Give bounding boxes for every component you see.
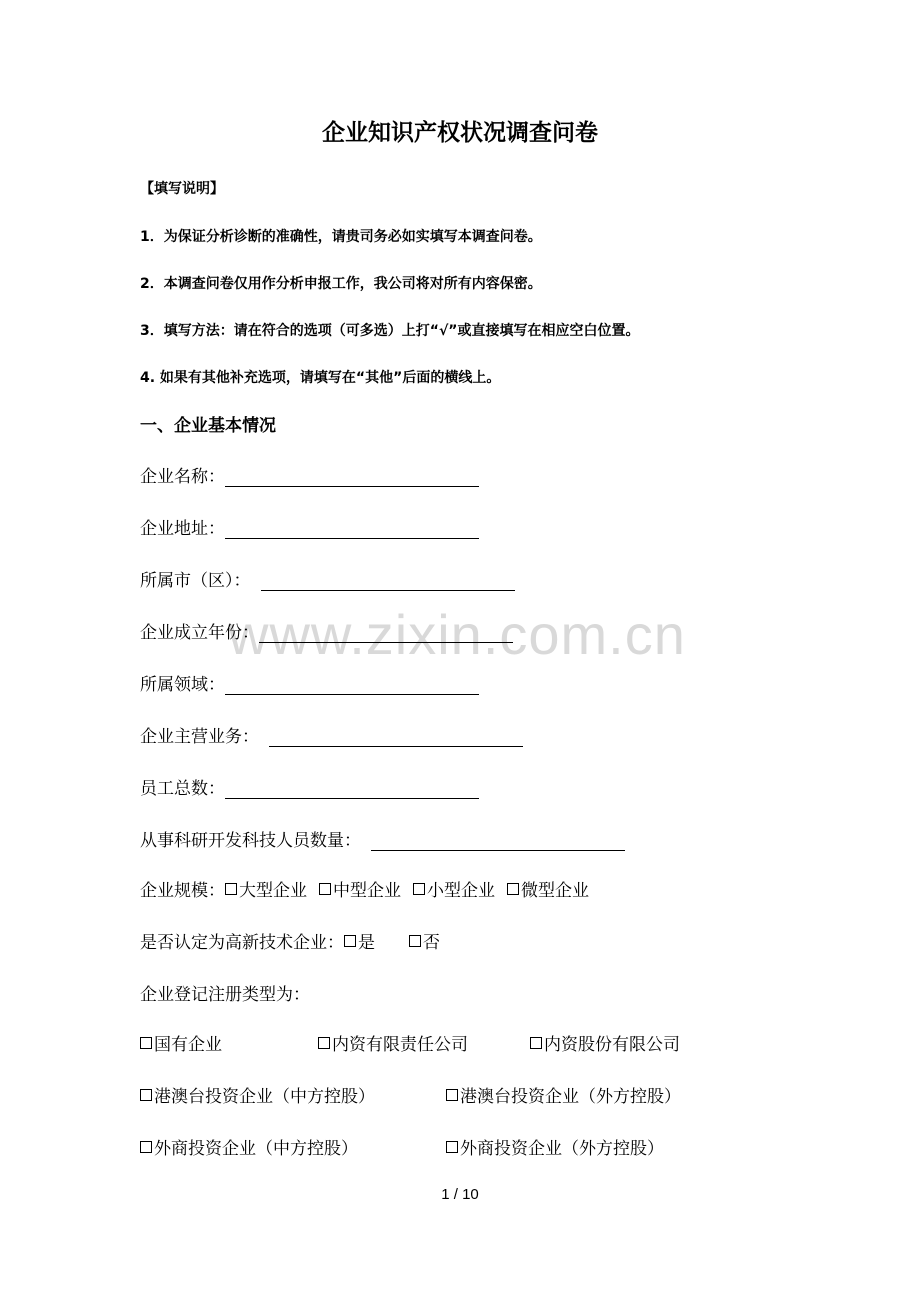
company-address-input[interactable]	[225, 518, 479, 539]
scale-option-small[interactable]: 小型企业	[413, 876, 495, 901]
instructions-header: 【填写说明】	[140, 181, 224, 197]
founded-year-input[interactable]	[259, 622, 513, 643]
instruction-item: 3．填写方法：请在符合的选项（可多选）上打“√”或直接填写在相应空白位置。	[140, 323, 640, 339]
hightech-label: 是否认定为高新技术企业：	[140, 933, 344, 953]
field-label: 员工总数：	[140, 779, 225, 799]
field-row	[140, 721, 523, 747]
field-label: 所属领域：	[140, 675, 225, 695]
checkbox-icon	[319, 883, 331, 895]
scale-row	[140, 875, 589, 901]
scale-option-micro[interactable]: 微型企业	[507, 876, 589, 901]
reg-type-label-row	[140, 979, 310, 1005]
instruction-item: 2．本调查问卷仅用作分析申报工作，我公司将对所有内容保密。	[140, 276, 542, 292]
checkbox-icon	[318, 1037, 330, 1049]
reg-type-option[interactable]: 外商投资企业（外方控股）	[446, 1134, 664, 1159]
scale-label: 企业规模：	[140, 881, 225, 901]
checkbox-icon	[140, 1089, 152, 1101]
document-title: 企业知识产权状况调查问卷	[322, 120, 598, 146]
checkbox-icon	[507, 883, 519, 895]
main-business-input[interactable]	[269, 726, 523, 747]
reg-type-row	[140, 1134, 760, 1160]
city-district-input[interactable]	[261, 570, 515, 591]
hightech-option-no[interactable]: 否	[409, 928, 440, 953]
field-label: 企业地址：	[140, 519, 225, 539]
checkbox-icon	[530, 1037, 542, 1049]
checkbox-icon	[344, 935, 356, 947]
reg-type-row	[140, 1030, 760, 1056]
industry-field-input[interactable]	[225, 674, 479, 695]
company-name-input[interactable]	[225, 466, 479, 487]
checkbox-icon	[409, 935, 421, 947]
reg-type-option[interactable]: 港澳台投资企业（外方控股）	[446, 1082, 681, 1107]
instruction-item: 1．为保证分析诊断的准确性，请贵司务必如实填写本调查问卷。	[140, 229, 542, 245]
checkbox-icon	[446, 1089, 458, 1101]
checkbox-icon	[140, 1037, 152, 1049]
field-label: 企业主营业务：	[140, 727, 259, 747]
checkbox-icon	[140, 1141, 152, 1153]
instruction-item: 4. 如果有其他补充选项，请填写在“其他”后面的横线上。	[140, 370, 501, 386]
employee-count-input[interactable]	[225, 778, 479, 799]
field-row	[140, 565, 515, 591]
reg-type-option[interactable]: 内资有限责任公司	[318, 1030, 468, 1055]
field-label: 所属市（区）：	[140, 571, 251, 591]
checkbox-icon	[446, 1141, 458, 1153]
field-row	[140, 773, 479, 799]
field-row	[140, 617, 513, 643]
hightech-option-yes[interactable]: 是	[344, 928, 375, 953]
reg-type-option[interactable]: 外商投资企业（中方控股）	[140, 1134, 358, 1159]
page-number: 1 / 10	[441, 1186, 479, 1203]
scale-option-medium[interactable]: 中型企业	[319, 876, 401, 901]
reg-type-option[interactable]: 内资股份有限公司	[530, 1030, 680, 1055]
reg-type-row	[140, 1082, 760, 1108]
checkbox-icon	[413, 883, 425, 895]
field-row	[140, 825, 625, 851]
field-label: 企业名称：	[140, 467, 225, 487]
hightech-row	[140, 927, 440, 953]
reg-type-label: 企业登记注册类型为：	[140, 985, 310, 1005]
scale-option-large[interactable]: 大型企业	[225, 876, 307, 901]
field-row	[140, 461, 479, 487]
watermark: www.zixin.com.cn	[228, 603, 686, 666]
reg-type-option[interactable]: 国有企业	[140, 1030, 222, 1055]
field-label: 从事科研开发科技人员数量：	[140, 831, 361, 851]
section-title: 一、企业基本情况	[140, 416, 276, 436]
checkbox-icon	[225, 883, 237, 895]
field-row	[140, 513, 479, 539]
rd-staff-count-input[interactable]	[371, 830, 625, 851]
field-label: 企业成立年份：	[140, 623, 259, 643]
field-row	[140, 669, 479, 695]
reg-type-option[interactable]: 港澳台投资企业（中方控股）	[140, 1082, 375, 1107]
